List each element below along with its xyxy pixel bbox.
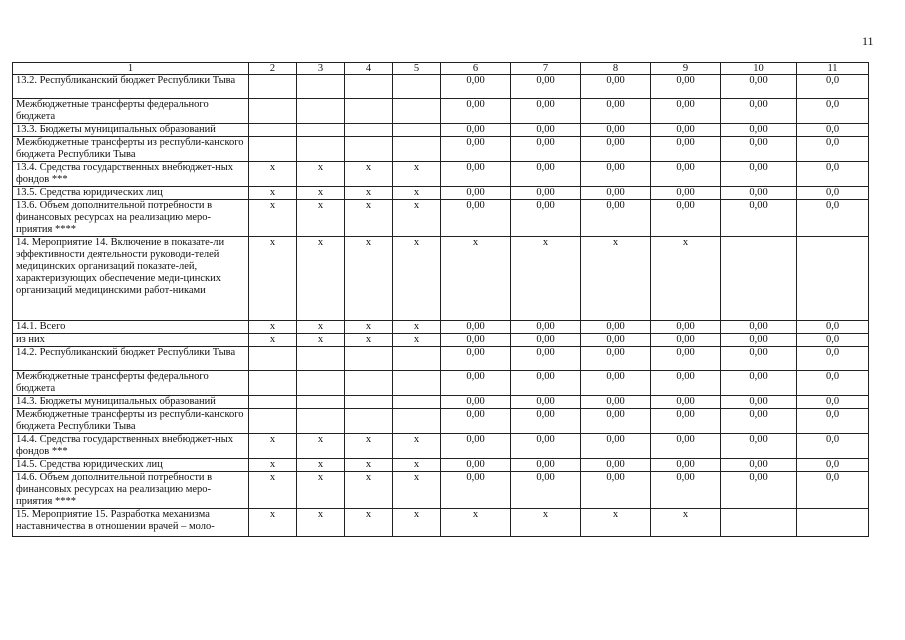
value-cell: 0,00 [441,321,511,334]
mark-cell: x [393,187,441,200]
table-row [13,472,869,509]
value-cell: 0,00 [651,334,721,347]
value-cell: 0,00 [441,459,511,472]
mark-cell: x [249,162,297,187]
mark-cell [393,124,441,137]
mark-cell: x [249,187,297,200]
header-cell: 8 [581,63,651,75]
mark-cell: x [249,472,297,509]
value-cell: 0,00 [721,99,797,124]
mark-cell: x [249,334,297,347]
mark-cell: x [249,237,297,321]
value-cell: 0,00 [651,200,721,237]
value-cell: 0,00 [721,321,797,334]
mark-cell: x [297,509,345,537]
value-cell: 0,00 [651,99,721,124]
value-cell: x [651,237,721,321]
value-cell: 0,0 [797,409,869,434]
value-cell: 0,00 [511,162,581,187]
value-cell: 0,00 [511,472,581,509]
table-row [13,396,869,409]
header-cell: 5 [393,63,441,75]
value-cell: 0,00 [511,321,581,334]
mark-cell [297,99,345,124]
value-cell: x [511,509,581,537]
mark-cell: x [393,509,441,537]
value-cell: 0,00 [581,396,651,409]
mark-cell: x [297,237,345,321]
mark-cell [249,124,297,137]
value-cell: 0,00 [721,434,797,459]
row-label: Межбюджетные трансферты из республи-канского бюджета Республики Тыва [13,409,249,434]
table-row [13,509,869,537]
value-cell: 0,00 [721,371,797,396]
header-cell: 4 [345,63,393,75]
value-cell: 0,00 [511,434,581,459]
table-body [13,63,869,537]
mark-cell: x [345,162,393,187]
value-cell: 0,00 [511,137,581,162]
value-cell: 0,00 [721,347,797,371]
value-cell: 0,00 [721,162,797,187]
header-cell: 11 [797,63,869,75]
value-cell [797,237,869,321]
value-cell: 0,0 [797,459,869,472]
value-cell: 0,00 [651,162,721,187]
value-cell: 0,00 [651,434,721,459]
value-cell: 0,00 [511,334,581,347]
value-cell: 0,00 [581,99,651,124]
value-cell: 0,00 [441,472,511,509]
row-label: 13.6. Объем дополнительной потребности в финансовых ресурсах на реализацию меро-приятия **** [13,200,249,237]
value-cell: 0,00 [581,459,651,472]
value-cell: 0,00 [511,187,581,200]
value-cell: 0,00 [511,396,581,409]
value-cell: 0,0 [797,396,869,409]
value-cell: 0,00 [441,396,511,409]
mark-cell: x [249,459,297,472]
mark-cell: x [249,434,297,459]
mark-cell [345,371,393,396]
table-row [13,321,869,334]
table-row [13,75,869,99]
value-cell: x [441,237,511,321]
mark-cell [249,396,297,409]
mark-cell: x [297,321,345,334]
value-cell: 0,00 [581,409,651,434]
row-label: 14.2. Республиканский бюджет Республики Тыва [13,347,249,371]
mark-cell: x [297,459,345,472]
value-cell: 0,00 [721,187,797,200]
mark-cell [297,75,345,99]
value-cell: 0,00 [581,371,651,396]
value-cell: 0,00 [651,371,721,396]
value-cell: 0,00 [651,472,721,509]
row-label: Межбюджетные трансферты федерального бюджета [13,371,249,396]
row-label: 14.4. Средства государственных внебюджет-ных фондов *** [13,434,249,459]
value-cell: 0,00 [441,434,511,459]
value-cell: 0,0 [797,124,869,137]
mark-cell: x [249,200,297,237]
row-label: 13.3. Бюджеты муниципальных образований [13,124,249,137]
value-cell: 0,00 [581,200,651,237]
mark-cell: x [393,162,441,187]
value-cell: 0,00 [581,162,651,187]
value-cell: 0,00 [581,347,651,371]
value-cell: 0,00 [721,472,797,509]
value-cell: 0,0 [797,472,869,509]
value-cell: 0,00 [651,347,721,371]
value-cell: 0,00 [581,321,651,334]
value-cell: x [651,509,721,537]
value-cell: 0,0 [797,75,869,99]
value-cell: 0,00 [651,396,721,409]
mark-cell [345,75,393,99]
mark-cell: x [393,434,441,459]
mark-cell: x [393,334,441,347]
mark-cell [249,347,297,371]
mark-cell: x [297,200,345,237]
table-row [13,187,869,200]
value-cell: 0,00 [651,124,721,137]
mark-cell: x [297,162,345,187]
value-cell: 0,0 [797,200,869,237]
mark-cell: x [345,334,393,347]
mark-cell: x [393,459,441,472]
value-cell [797,509,869,537]
value-cell [721,237,797,321]
row-label: 15. Мероприятие 15. Разработка механизма наставничества в отношении врачей – моло- [13,509,249,537]
mark-cell [393,99,441,124]
value-cell: 0,00 [441,187,511,200]
value-cell: 0,0 [797,162,869,187]
table-row [13,347,869,371]
table-row [13,434,869,459]
row-label: 14.3. Бюджеты муниципальных образований [13,396,249,409]
header-cell: 7 [511,63,581,75]
mark-cell [249,99,297,124]
value-cell: 0,00 [581,187,651,200]
value-cell: 0,0 [797,371,869,396]
mark-cell [345,124,393,137]
mark-cell: x [345,459,393,472]
table-row [13,409,869,434]
row-label: 13.4. Средства государственных внебюджет-ных фондов *** [13,162,249,187]
mark-cell: x [297,434,345,459]
value-cell: 0,00 [721,137,797,162]
mark-cell [345,99,393,124]
mark-cell: x [297,472,345,509]
value-cell: 0,00 [651,75,721,99]
mark-cell: x [345,187,393,200]
mark-cell: x [345,434,393,459]
value-cell: 0,00 [441,334,511,347]
table-row [13,137,869,162]
value-cell: 0,00 [721,459,797,472]
mark-cell [297,347,345,371]
mark-cell: x [345,237,393,321]
value-cell: 0,00 [581,472,651,509]
mark-cell: x [393,200,441,237]
value-cell: 0,00 [651,321,721,334]
value-cell: 0,00 [581,124,651,137]
header-cell: 10 [721,63,797,75]
value-cell: 0,0 [797,347,869,371]
mark-cell [393,409,441,434]
budget-table [12,62,869,537]
mark-cell [249,75,297,99]
value-cell: 0,00 [721,124,797,137]
mark-cell [249,137,297,162]
header-cell: 6 [441,63,511,75]
value-cell: 0,00 [581,75,651,99]
value-cell: 0,00 [511,409,581,434]
value-cell: 0,00 [721,409,797,434]
row-label: 13.5. Средства юридических лиц [13,187,249,200]
mark-cell: x [345,321,393,334]
value-cell: 0,0 [797,187,869,200]
row-label: 14.5. Средства юридических лиц [13,459,249,472]
page-number: 11 [862,34,874,48]
value-cell: 0,00 [511,99,581,124]
value-cell: 0,00 [441,347,511,371]
value-cell: 0,00 [511,124,581,137]
value-cell: x [441,509,511,537]
mark-cell [249,371,297,396]
mark-cell [297,409,345,434]
table-row [13,99,869,124]
mark-cell [393,75,441,99]
mark-cell [297,396,345,409]
mark-cell: x [345,509,393,537]
header-cell: 9 [651,63,721,75]
row-label: из них [13,334,249,347]
mark-cell [345,137,393,162]
value-cell: x [511,237,581,321]
mark-cell: x [345,200,393,237]
header-cell: 1 [13,63,249,75]
mark-cell: x [345,472,393,509]
row-label: 14.6. Объем дополнительной потребности в финансовых ресурсах на реализацию меро-приятия **** [13,472,249,509]
mark-cell [345,409,393,434]
value-cell: 0,00 [441,75,511,99]
mark-cell [393,347,441,371]
value-cell: 0,00 [581,334,651,347]
value-cell: 0,0 [797,334,869,347]
mark-cell [297,124,345,137]
table-row [13,162,869,187]
value-cell: 0,0 [797,434,869,459]
mark-cell: x [249,321,297,334]
value-cell: 0,00 [511,75,581,99]
row-label: 14. Мероприятие 14. Включение в показате-ли эффективности деятельности руководи-телей медицинских организаций показате-лей, характеризующих обеспечение меди-цинских организаций медицинскими работ-никами [13,237,249,321]
value-cell: 0,0 [797,321,869,334]
value-cell: 0,00 [511,459,581,472]
value-cell: 0,00 [651,187,721,200]
value-cell: 0,00 [441,99,511,124]
value-cell: 0,00 [441,409,511,434]
value-cell: 0,00 [441,124,511,137]
value-cell: 0,00 [441,200,511,237]
table-row [13,371,869,396]
mark-cell: x [297,187,345,200]
mark-cell [297,371,345,396]
value-cell: 0,00 [511,371,581,396]
mark-cell [393,396,441,409]
value-cell: x [581,509,651,537]
value-cell: x [581,237,651,321]
mark-cell: x [393,237,441,321]
header-cell: 3 [297,63,345,75]
mark-cell [393,371,441,396]
row-label: Межбюджетные трансферты федерального бюджета [13,99,249,124]
value-cell: 0,00 [441,162,511,187]
mark-cell [249,409,297,434]
table-row [13,334,869,347]
mark-cell: x [393,472,441,509]
table-row [13,237,869,321]
value-cell: 0,00 [511,200,581,237]
value-cell: 0,00 [441,137,511,162]
mark-cell: x [249,509,297,537]
mark-cell: x [297,334,345,347]
mark-cell [393,137,441,162]
table-row [13,124,869,137]
row-label: 14.1. Всего [13,321,249,334]
table-row [13,459,869,472]
value-cell: 0,0 [797,137,869,162]
value-cell: 0,00 [511,347,581,371]
table-header-row [13,63,869,75]
mark-cell [297,137,345,162]
value-cell: 0,00 [441,371,511,396]
table-row [13,200,869,237]
mark-cell [345,347,393,371]
value-cell: 0,00 [721,396,797,409]
mark-cell: x [393,321,441,334]
row-label: 13.2. Республиканский бюджет Республики Тыва [13,75,249,99]
value-cell: 0,00 [581,434,651,459]
value-cell: 0,00 [651,409,721,434]
value-cell: 0,00 [721,334,797,347]
value-cell: 0,00 [651,459,721,472]
mark-cell [345,396,393,409]
value-cell: 0,00 [581,137,651,162]
value-cell [721,509,797,537]
row-label: Межбюджетные трансферты из республи-канского бюджета Республики Тыва [13,137,249,162]
value-cell: 0,0 [797,99,869,124]
value-cell: 0,00 [651,137,721,162]
value-cell: 0,00 [721,75,797,99]
header-cell: 2 [249,63,297,75]
value-cell: 0,00 [721,200,797,237]
